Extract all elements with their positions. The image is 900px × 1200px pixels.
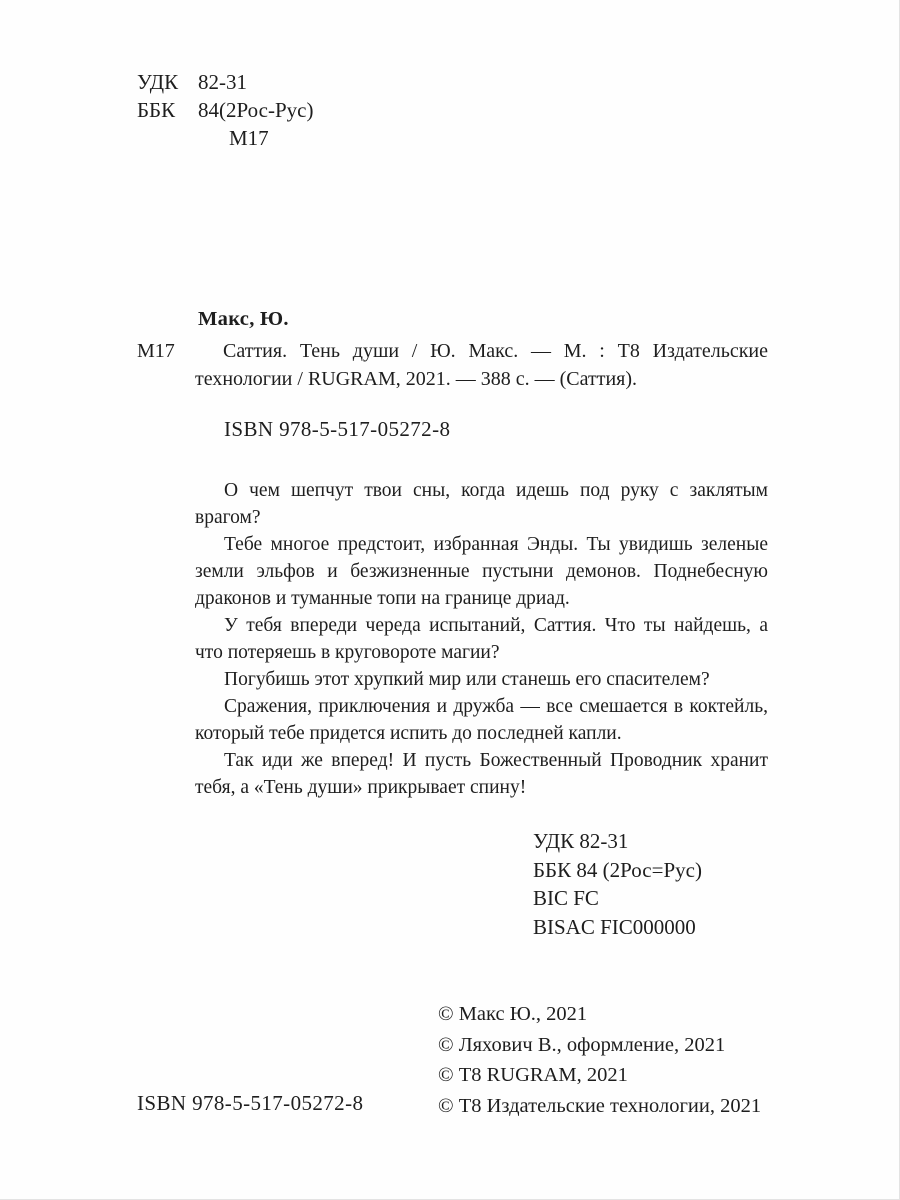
copyright-block bbox=[438, 999, 761, 1121]
udc-line bbox=[137, 68, 313, 96]
copyright-line: © Т8 Издательские технологии, 2021 bbox=[438, 1094, 762, 1117]
annotation-paragraph: Погубишь этот хрупкий мир или станешь его спасителем? bbox=[224, 669, 710, 690]
bbk-label: ББК bbox=[137, 98, 176, 122]
bib-record-code: М17 bbox=[137, 340, 175, 362]
annotation-block bbox=[195, 477, 768, 801]
bib-record-text: Саттия. Тень души / Ю. Макс. — М. : Т8 Издательские технологии / RUGRAM, 2021. — 388 с. — (Саттия). bbox=[195, 340, 768, 390]
classification-code-line: BIC FC bbox=[533, 886, 599, 910]
author-sign-code: М17 bbox=[229, 126, 269, 150]
top-classification-block bbox=[137, 68, 313, 152]
author-heading: Макс, Ю. bbox=[198, 308, 289, 330]
bibliographic-record bbox=[137, 338, 768, 393]
classification-codes-block bbox=[533, 827, 702, 941]
isbn-bottom: ISBN 978-5-517-05272-8 bbox=[137, 1091, 364, 1115]
copyright-line: © Макс Ю., 2021 bbox=[438, 1003, 588, 1025]
annotation-paragraph: Сражения, приключения и дружба — все смешается в коктейль, который тебе придется испить до последней капли. bbox=[195, 696, 768, 744]
isbn-top: ISBN 978-5-517-05272-8 bbox=[224, 417, 451, 441]
udc-label: УДК bbox=[137, 70, 179, 94]
annotation-paragraph: О чем шепчут твои сны, когда идешь под руку с заклятым врагом? bbox=[195, 480, 768, 528]
annotation-paragraph: У тебя впереди череда испытаний, Саттия. Что ты найдешь, а что потеряешь в круговороте магии? bbox=[195, 615, 768, 663]
copyright-line: © Ляхович В., оформление, 2021 bbox=[438, 1033, 726, 1056]
classification-code-line: УДК 82-31 bbox=[533, 829, 629, 853]
classification-code-line: ББК 84 (2Рос=Рус) bbox=[533, 857, 702, 882]
udc-value: 82-31 bbox=[198, 70, 247, 94]
copyright-line: © Т8 RUGRAM, 2021 bbox=[438, 1064, 628, 1086]
annotation-paragraph: Тебе многое предстоит, избранная Энды. Ты увидишь зеленые земли эльфов и безжизненные пустыни демонов. Поднебесную драконов и туманные топи на границе дриад. bbox=[195, 534, 768, 609]
classification-code-line: BISAC FIC000000 bbox=[533, 914, 696, 939]
annotation-paragraph: Так иди же вперед! И пусть Божественный Проводник хранит тебя, а «Тень души» прикрывает спину! bbox=[195, 750, 768, 798]
bbk-value: 84(2Рос-Рус) bbox=[198, 98, 314, 122]
bbk-line bbox=[137, 96, 313, 124]
